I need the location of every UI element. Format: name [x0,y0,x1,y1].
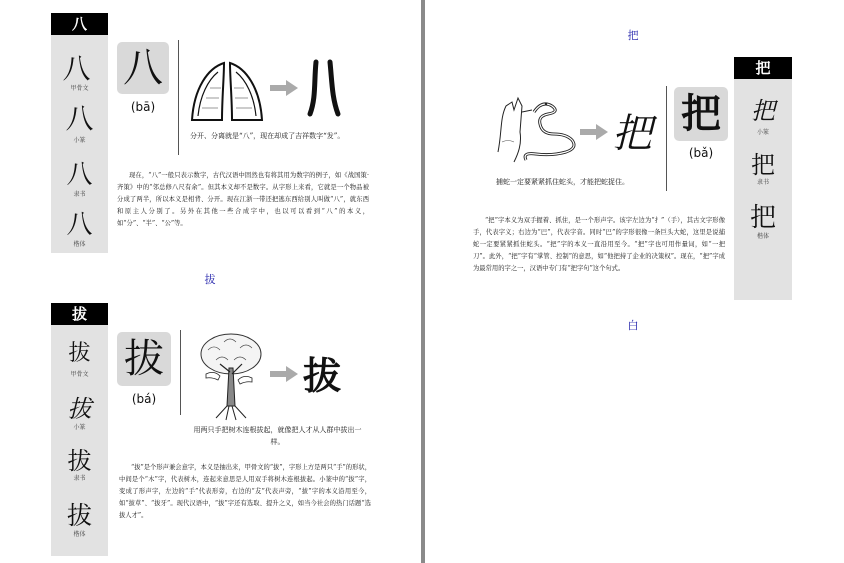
uprooted-tree-illustration [196,328,266,423]
regular-glyph: 八 [66,210,93,240]
main-char-box: 拔 [117,332,171,386]
pinyin: (bǎ) [688,146,714,160]
section-title: 拔 [204,273,216,286]
regular-label: 楷体 [756,233,769,240]
separator-line [666,86,667,191]
seal-label: 小篆 [73,424,86,431]
strip-head-char: 把 [734,57,792,79]
hand-grabbing-snake-illustration [492,92,578,164]
entry-body-text: 现在，“八”一般只表示数字，古代汉语中固然也有将其用为数字的例子，如《战国策·齐策》中的“邻总修八尺有余”。但其本义却不是数字。从字形上来看，它就是一个物品被分成了两半，所以本义是相背、分开。现在江浙一带还把逃东西给别人叫做“八”，就东西和原主人分别了。另外在其他一些合成字中，也以可以看到“八”的本义，如“分”、“半”、“公”等。 [117,172,369,227]
glyph-evolution-strip-ba3 [734,57,792,300]
seal-glyph: 八 [65,102,94,135]
glyph-evolution-strip-ba8 [51,13,108,253]
pinyin: (bá) [131,392,157,406]
clerical-label: 隶书 [73,191,86,198]
illustration-caption: 用两只手把树木连根拔起，就像把人才从人群中拔出一样。 [193,426,362,446]
main-char-box: 把 [674,87,728,141]
regular-glyph: 拔 [66,501,92,530]
strip-head-char: 八 [51,13,108,35]
main-char-box: 八 [117,42,169,94]
regular-label: 楷体 [73,531,86,538]
section-title: 把 [627,29,639,42]
seal-label: 小篆 [73,137,86,144]
strip-head-char: 拔 [51,303,108,325]
clerical-glyph: 把 [751,151,775,179]
entry-body-text: “把”字本义为双手握着、抓住，是一个形声字。该字左边为“扌”（手），其古文字形像手，代表字义；右边为“巴”，代表字音。同时“巴”的字形很像一条巨头大蛇，这里是说捕蛇一定要紧紧抓住蛇头。“把”字的本义一直沿用至今。“把”字也可用作量词，如“一把刀”。此外，“把”字有“掌管、控制”的意思，如“他把持了企业的决策权”。现在，“把”字成为最常用的字之一，汉语中专门有“把字句”这个句式。 [473,217,725,272]
arrow-icon [270,366,298,382]
clerical-label: 隶书 [73,475,86,482]
entry-body-text: “拔”是个形声兼会意字，本义是抽出来，甲骨文的“拔”，字形上方是两只“手”的形状，中间是个“木”字，代表树木，连起来意思是人用双手将树木连根拔起。小篆中的“拔”字，变成了形声字，左边的“手”代表形旁，右边的“犮”代表声旁，“拔”字的本义沿用至今，如“拔草”、“拔牙”。现代汉语中，“拔”字还有选取、提升之义，如当今社会的热门话题“选拔人才”。 [119,464,371,519]
illustration-caption: 分开、分离就是“八”，现在却成了吉祥数字“发”。 [190,132,345,140]
page-divider [421,0,425,563]
split-melon-illustration [188,58,268,128]
seal-label: 小篆 [756,129,769,136]
result-glyph-ba3: 把 [612,111,652,157]
oracle-bone-glyph: 拔 [68,341,91,366]
seal-glyph: 把 [751,97,775,125]
regular-label: 楷体 [73,241,86,248]
clerical-label: 隶书 [756,179,769,186]
oracle-bone-glyph: 八 [62,52,97,85]
clerical-glyph: 拔 [67,447,92,475]
separator-line [180,330,181,415]
oracle-bone-label: 甲骨文 [70,371,89,378]
pinyin: (bā) [130,100,156,114]
result-glyph-ba2: 拔 [303,353,342,398]
illustration-caption: 捕蛇一定要紧紧抓住蛇头，才能把蛇捉住。 [496,178,629,186]
result-glyph-ba8 [302,58,346,118]
arrow-icon [580,124,608,140]
section-title: 白 [627,319,639,332]
oracle-bone-label: 甲骨文 [70,85,89,92]
glyph-evolution-strip-ba2 [51,303,108,556]
seal-glyph: 拔 [67,395,92,423]
separator-line [178,40,179,155]
arrow-icon [270,80,298,96]
clerical-glyph: 八 [66,160,93,190]
regular-glyph: 把 [749,203,776,233]
